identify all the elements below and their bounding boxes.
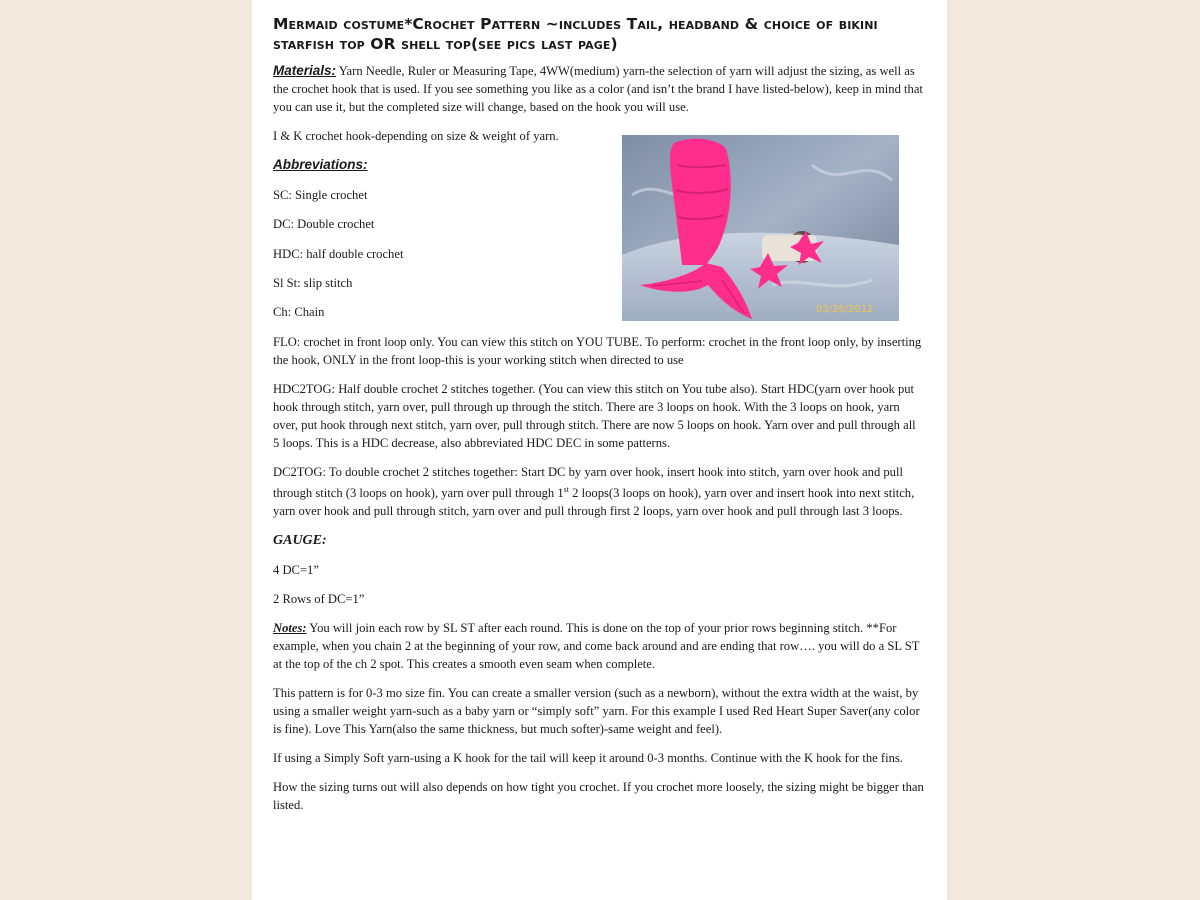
page-title: Mermaid costume*Crochet Pattern ~includes Tail, headband & choice of bikini starfish top OR shell top(see pics last page) bbox=[273, 15, 878, 53]
size-paragraph: This pattern is for 0-3 mo size fin. You can create a smaller version (such as a newborn), without the extra width at the waist, by using a smaller weight yarn-such as a baby yarn or “simply soft” yarn. For this example I used Red Heart Super Saver(any color is fine). Love This Yarn(also the same thickness, but much softer)-same weight and feel). bbox=[273, 685, 920, 736]
crochet-mermaid-photo bbox=[622, 135, 899, 321]
flo-paragraph: FLO: crochet in front loop only. You can view this stitch on YOU TUBE. To perform: crochet in the front loop only, by inserting the hook, ONLY in the front loop-this is your working stitch when directed to use bbox=[273, 334, 922, 367]
gauge-line: 2 Rows of DC=1” bbox=[273, 591, 365, 606]
materials-paragraph bbox=[273, 62, 925, 116]
materials-label: Materials: bbox=[273, 63, 337, 78]
abbreviations-label: Abbreviations: bbox=[273, 157, 368, 173]
notes-paragraph: Notes: You will join each row by SL ST after each round. This is done on the top of your prior rows beginning stitch. **For example, when you chain 2 at the beginning of your row, and come back around and are ending that row…. you will do a SL ST at the top of the ch 2 spot. This creates a smooth even seam when complete. bbox=[273, 620, 920, 671]
abbrev-item: Sl St: slip stitch bbox=[273, 275, 353, 290]
simply-soft-paragraph: If using a Simply Soft yarn-using a K hook for the tail will keep it around 0-3 months. Continue with the K hook for the fins. bbox=[273, 750, 903, 765]
abbrev-item: Ch: Chain bbox=[273, 305, 325, 320]
photo-date-stamp: 03/26/2012 bbox=[816, 304, 874, 315]
document-page bbox=[252, 0, 947, 900]
dc2tog-paragraph: DC2TOG: To double crochet 2 stitches together: Start DC by yarn over hook, insert hook into stitch, yarn over hook and pull through stitch (3 loops on hook), yarn over pull through 1st 2 loops(3 loops on hook), yarn over and insert hook into next stitch, yarn over hook and pull through stitch, yarn over and pull through first 2 loops, yarn over hook and pull through last 3 loops. bbox=[273, 464, 915, 518]
abbrev-item: DC: Double crochet bbox=[273, 217, 375, 232]
abbrev-item: HDC: half double crochet bbox=[273, 246, 404, 261]
hdc2tog-paragraph: HDC2TOG: Half double crochet 2 stitches together. (You can view this stitch on You tube also). Start HDC(yarn over hook put hook through stitch, yarn over, pull through up through the stitch. There are 3 loops on hook. With the 3 loops on hook, yarn over, put hook through next stitch, yarn over, pull through stitch. There are now 5 loops on hook. Yarn over and pull through all 5 loops. This is a HDC decrease, also abbreviated HDC DEC in some patterns. bbox=[273, 381, 916, 450]
materials-text: Yarn Needle, Ruler or Measuring Tape, 4WW(medium) yarn-the selection of yarn will adjust the sizing, as well as the crochet hook that is used. If you see something you like as a color (and isn’t the brand I have listed-below), keep in mind that you can use it, but the completed size will change, based on the hook you will use. bbox=[273, 64, 923, 114]
notes-label: Notes: bbox=[273, 620, 307, 635]
abbrev-item: SC: Single crochet bbox=[273, 187, 368, 202]
sizing-paragraph: How the sizing turns out will also depends on how tight you crochet. If you crochet more loosely, the sizing might be bigger than listed. bbox=[273, 779, 924, 812]
hook-line: I & K crochet hook-depending on size & weight of yarn. bbox=[273, 129, 559, 143]
gauge-label: GAUGE: bbox=[273, 532, 327, 548]
gauge-line: 4 DC=1” bbox=[273, 562, 319, 577]
abbreviations-block bbox=[273, 127, 613, 321]
